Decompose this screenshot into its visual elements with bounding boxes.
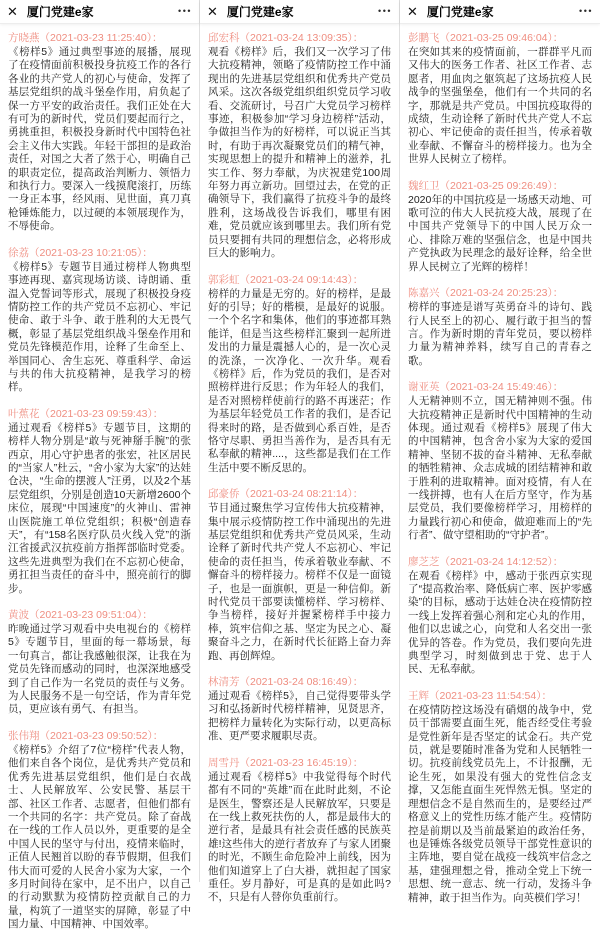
post-body: 榜样的事迹是谱写英勇奋斗的诗句、践行人民至上的初心、履行敢于担当的誓言。作为新时期的青年党员，要以榜样力量为精神养料，续写自己的青春之歌。 (408, 301, 592, 367)
post-body: 2020年的中国抗疫是一场感天动地、可歌可泣的伟大人民抗疫大战，展现了在中国共产党领导下的中国人民万众一心、排除万难的坚强信念，也是中国共产党执政为民理念的最好诠释，给全世界人民树立了光辉的榜样！ (408, 193, 592, 273)
post-body: 在观看《榜样》中，感动于张西京实现了“提高救治率、降低病亡率、医护零感染”的目标，感动于达娃仓决在疫情防控一线上发挥着强心剂和定心丸的作用， 他们以忠诚之心，向党和人名交出一张优异的答卷。作为党员，我们要向先进典型学习，时刻做到忠于党、忠于人民、无私奉献。 (408, 569, 592, 676)
post-body: 观看《榜样》后，我们又一次学习了伟大抗疫精神，领略了疫情防控工作中涌现出的先进基层党组织和优秀共产党员风采。这次各级党组织组织党员学习收看、交流研讨，号召广大党员学习榜样事迹，积极参加“学习身边榜样”活动，争做担当作为的好榜样，可以说正当其时，有助于再次凝聚党员们的精气神，实现思想上的提升和精神上的滋养，扎实工作、努力奉献，为庆祝建党100周年努力再立新功。回望过去，在党的正确领导下，我们赢得了抗疫斗争的最终胜利，这场战役告诉我们，哪里有困难，党员就应该到哪里去。我们所有党员只要拥有共同的理想信念，必将形成巨大的影响力。 (208, 46, 391, 260)
post-author-timestamp: 张伟翔（2021-03-23 09:50:52）： (8, 729, 164, 742)
post-author-timestamp: 郭彩虹（2021-03-24 09:14:43）： (208, 273, 364, 286)
post (208, 31, 391, 261)
post-author-timestamp: 陈嘉兴（2021-03-24 20:25:23）： (408, 287, 564, 300)
post-author-timestamp: 黄波（2021-03-23 09:51:04）： (8, 609, 153, 622)
post-body: 《榜样5》专题节目通过榜样人物典型事迹再现、嘉宾现场访谈、诗朗诵、重温入党誓词等形式，展现了积极投身疫情防控工作的共产党员不忘初心、牢记使命、敢于斗争、敢于胜利的大无畏气概，彰显了基层党组织战斗堡垒作用和党员先锋模范作用，诠释了生命至上、举国同心、舍生忘死、尊重科学、命运与共的伟大抗疫精神，是我学习的榜样。 (8, 260, 191, 394)
page-title: 厦门党建e家 (426, 5, 494, 19)
post-body: 通过观看《榜样5》中我觉得每个时代都有不同的“英雄”而在此时此刻，不论是医生，警察还是人民解放军，只要是在一线上救死扶伤的人，都是最伟大的逆行者，是最具有社会责任感的民族英雄!这些伟大的逆行者放弃了与家人团聚的时光，不顾生命危险冲上前线，因为他们知道穿上了白大褂，就担起了国家重任。岁月静好，可是真的是如此吗?不，只是有人替你负重前行。 (208, 770, 391, 904)
post (408, 31, 592, 167)
post (8, 407, 191, 596)
post-author-timestamp: 王辉（2021-03-23 11:54:54）： (408, 689, 552, 702)
more-options-icon[interactable]: ••• (178, 6, 192, 16)
post-body: 人无精神则不立，国无精神则不强。伟大抗疫精神正是新时代中国精神的生动体现。通过观看《榜样5》展现了伟大的中国精神，包含舍小家为大家的爱国精神、坚韧不拔的奋斗精神、无私奉献的牺牲精神、众志成城的团结精神和敢于胜利的进取精神。面对疫情，有人在一线拼搏，也有人在后方坚守，作为基层党员，我们要像榜样学习，用榜样的力量践行初心和使命，做迎难而上的“先行者”、做守望相助的“守护者”。 (408, 395, 592, 542)
post-author-timestamp: 叶蕉花（2021-03-23 09:59:43）： (8, 407, 164, 420)
page-title: 厦门党建e家 (26, 5, 94, 19)
post-author-timestamp: 彭鹏飞（2021-03-25 09:46:04）： (408, 32, 564, 44)
post-body: 在疫情防控这场没有硝烟的战争中，党员干部需要直面生死，能否经受住考验是党性新年是否坚定的试金石。共产党员，就是要随时准备为党和人民牺牲一切。抗疫前线党员先上，不计报酬，无论生死，如果没有强大的党性信念支撑，又怎能直面生死悍然无惧。坚定的理想信念不是自然而生的，是要经过严格意义上的党性历练才能产生。疫情防控是前期以及当前最紧迫的政治任务，也是锤炼各级党员领导干部党性意识的主阵地，要自觉在战疫一线筑牢信念之基，建强理想之骨，推动全党上下统一思想、统一意志、统一行动，发扬斗争精神，敢于担当作为。向英模们学习！ (408, 703, 592, 904)
panel-1 (0, 0, 200, 931)
close-icon[interactable]: ✕ (407, 4, 418, 19)
more-options-icon[interactable]: ••• (579, 6, 593, 16)
post (208, 487, 391, 663)
post-author-timestamp: 周雪丹（2021-03-23 16:45:19）： (208, 756, 364, 769)
post (208, 273, 391, 476)
post-author-timestamp: 林清芳（2021-03-24 08:16:49）： (208, 676, 364, 689)
post-body: 在突如其来的疫情面前，一群群平凡而又伟大的医务工作者、社区工作者、志愿者，用血肉之躯筑起了这场抗疫人民战争的坚强堡垒，他们有一个共同的名字，那就是共产党员。中国抗疫取得的成绩，生动诠释了新时代共产党人不忘初心、牢记使命的责任担当，传承着敬业奉献、不懈奋斗的榜样接力。也为全世界人民树立了榜样。 (408, 46, 592, 166)
post-body: 《榜样5》通过典型事迹的展播，展现了在疫情面前积极投身抗疫工作的各行各业的共产党人的初心与使命，发挥了基层党组织的战斗堡垒作用，肩负起了保一方平安的政治责任。我们正处在大有可为的新时代，党员们要起而行之，勇挑重担，积极投身新时代中国特色社会主义伟大实践。年轻干部担的是政治责任，对国之大者了然于心，明确自己的职责定位，提高政治判断力、领悟力和执行力。要深入一线摸爬滚打，历练一身正本事，经风雨、见世面，真刀真枪锤炼能力，以过硬的本领展现作为，不辱使命。 (8, 46, 191, 233)
post (8, 608, 191, 717)
panel-2 (200, 0, 400, 904)
post-body: 《榜样5》介绍了7位“榜样”代表人物，他们来自各个岗位，是优秀共产党员和优秀先进基层党组织，他们是白衣战士、人民解放军、公安民警、基层干部、社区工作者、志愿者，但他们都有一个共同的名字：共产党员。除了奋战在一线的工作人员以外，更重要的是全中国人民的坚守与付出，疫情来临时，正值人民翘首以盼的春节假期，但我们伟大而可爱的人民舍小家为大家，一个多月时间待在家中，足不出户，以自己的行动默默为疫情防控贡献自己的力量，构筑了一道坚实的屏障，彰显了中国力量、中国精神、中国效率。 (8, 743, 191, 931)
post (8, 31, 191, 234)
close-icon[interactable]: ✕ (207, 4, 218, 19)
panel-2-header (200, 0, 399, 24)
post (408, 555, 592, 677)
close-icon[interactable]: ✕ (7, 4, 18, 19)
post-author-timestamp: 廖芝芝（2021-03-24 14:12:52）： (408, 555, 564, 568)
post-author-timestamp: 徐荔（2021-03-23 10:21:05）： (8, 246, 153, 259)
panel-3-content[interactable] (400, 24, 600, 917)
page-title: 厦门党建e家 (226, 5, 294, 19)
post (8, 729, 191, 932)
post-author-timestamp: 方晓燕（2021-03-23 11:25:40）： (8, 32, 163, 44)
panel-1-header (0, 0, 199, 24)
panel-1-content[interactable] (0, 24, 199, 944)
post-author-timestamp: 邱宏科（2021-03-24 13:09:35）： (208, 32, 364, 44)
post-author-timestamp: 魏红卫（2021-03-25 09:26:49）： (408, 179, 564, 192)
post (408, 380, 592, 542)
post-body: 通过观看《榜样5》，自己觉得要带头学习和弘扬新时代榜样精神，见贤思齐，把榜样力量转化为实际行动，以更高标准、更严要求履职尽责。 (208, 690, 391, 743)
post (8, 246, 191, 395)
post-author-timestamp: 邱豪侨（2021-03-24 08:21:14）： (208, 488, 364, 501)
post-body: 榜样的力量是无穷的。好的榜样，是最好的引导；好的楷模，是最好的说服。一个个名字和集体，他们的事迹都耳熟能详，但是当这些榜样汇聚到一起所迸发出的力量是震撼人心的，是一次心灵的洗涤，一次净化、一次升华。观看《榜样》后，作为党员的我们，是否对照榜样进行反思；作为年轻人的我们，是否对照榜样使前行的路不再迷茫；作为基层年轻党员工作者的我们，是否记得来时的路，是否做到心系百姓，是否恪守尽职、勇担当善作为，是否具有无私奉献的精神....，这些都是我们在工作生活中要不断反思的。 (208, 287, 391, 474)
post (408, 286, 592, 368)
post (408, 179, 592, 274)
post (408, 689, 592, 905)
post-body: 通过观看《榜样5》专题节目，这期的榜样人物分别是“敢与死神掰手腕”的张西京，用心守护患者的张宏，社区居民的“当家人”杜云，“舍小家为大家”的达娃仓决，“生命的摆渡人”汪勇，以及2个基层党组织，分别是创造10天新增2600个床位，展现“中国速度”的火神山、雷神山医院施工单位党组织；积极“创造春天”，有“158名医疗队员火线入党”的浙江省援武汉抗疫前方指挥部临时党委。这些先进典型为我们在不忘初心使命，勇扛担当责任的奋斗中，照亮前行的脚步。 (8, 421, 191, 595)
post (208, 675, 391, 744)
post-body: 节目通过聚焦学习宣传伟大抗疫精神，集中展示疫情防控工作中涌现出的先进基层党组织和优秀共产党员风采，生动诠释了新时代共产党人不忘初心、牢记使命的责任担当，传承着敬业奉献、不懈奋斗的榜样接力。榜样不仅是一面镜子，也是一面旗帜，更是一种信仰。新时代党员干部要读懂榜样、学习榜样、争当榜样，接好并握紧榜样手中接力棒，筑牢信仰之基、坚定为民之心、凝聚奋斗之力，在新时代长征路上奋力奔跑、再创辉煌。 (208, 502, 391, 662)
post-author-timestamp: 谢亚英（2021-03-24 15:49:46）： (408, 381, 564, 394)
panel-3-header (400, 0, 600, 24)
panel-2-content[interactable] (200, 24, 399, 917)
post-body: 昨晚通过学习观看中央电视台的《榜样5》专题节目，里面的每一幕场景，每一句真言，都让我感触很深，让我在为党员先锋而感动的同时，也深深地感受到了自己作为一名党员的责任与义务。为人民服务不是一句空话，作为青年党员，更应该有勇气、有担当。 (8, 623, 191, 716)
post (208, 756, 391, 905)
more-options-icon[interactable]: ••• (378, 6, 392, 16)
panel-3 (400, 0, 600, 904)
